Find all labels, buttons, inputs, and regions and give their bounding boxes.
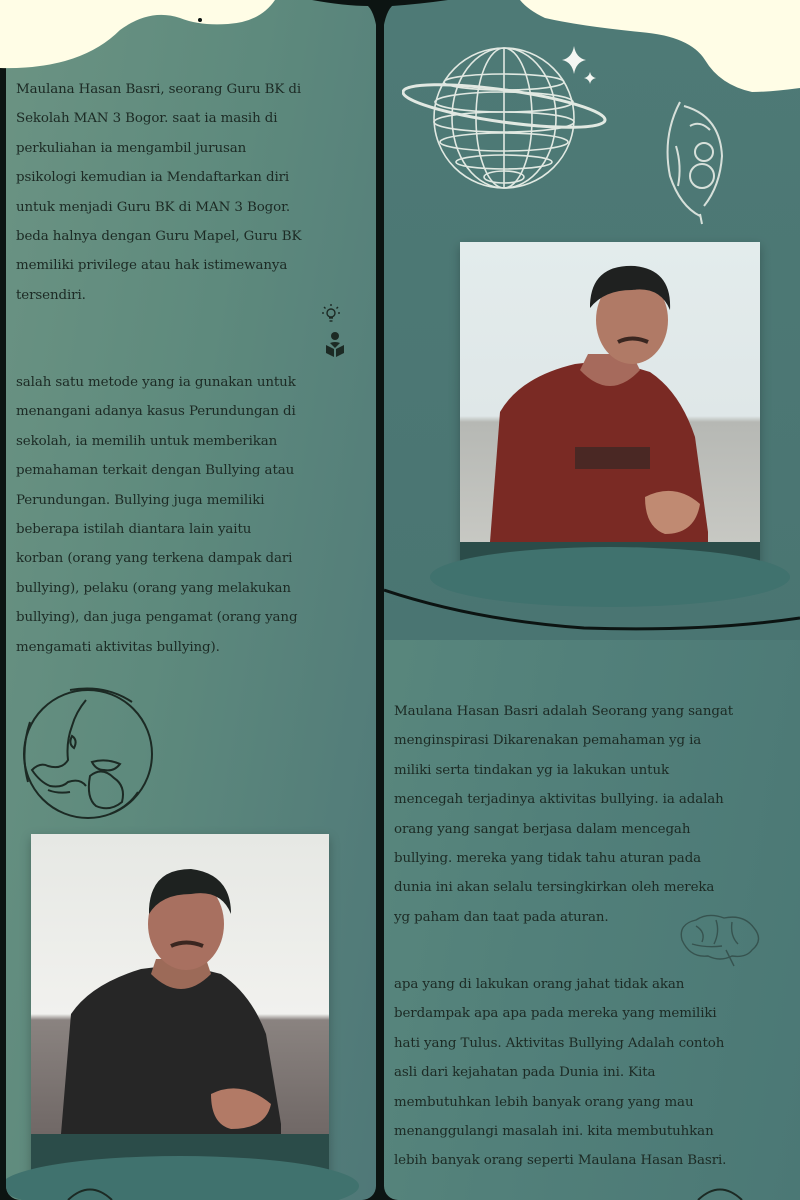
closing-paragraph: [394, 970, 726, 1176]
text-line: dunia ini akan selalu tersingkirkan oleh mereka: [394, 880, 715, 896]
sparkle-icon: [556, 44, 600, 88]
text-line: mengamati aktivitas bullying).: [16, 639, 220, 655]
text-line: apa yang di lakukan orang jahat tidak akan: [394, 977, 685, 992]
text-line: Sekolah MAN 3 Bogor. saat ia masih di: [16, 111, 278, 127]
text-line: berdampak apa apa pada mereka yang memiliki: [394, 1006, 717, 1022]
text-line: orang yang sangat berjasa dalam mencegah: [394, 821, 691, 837]
photo-frame-base: [460, 542, 760, 567]
portrait-black-shirt-image: [31, 834, 329, 1134]
text-line: hati yang Tulus. Aktivitas Bullying Adalah contoh: [394, 1035, 725, 1051]
brain-icon: [672, 910, 764, 968]
method-paragraph: [16, 368, 297, 662]
inspiration-paragraph: [394, 697, 733, 932]
portrait-photo: [31, 834, 329, 1134]
ornament-icon: [660, 96, 740, 226]
text-line: Maulana Hasan Basri adalah Seorang yang sangat: [394, 704, 733, 719]
text-line: bullying), pelaku (orang yang melakukan: [16, 580, 291, 596]
text-line: beberapa istilah diantara lain yaitu: [16, 522, 252, 538]
text-line: korban (orang yang terkena dampak dari: [16, 551, 293, 567]
text-line: salah satu metode yang ia gunakan untuk: [16, 375, 296, 390]
photo-frame-base: [31, 1134, 329, 1176]
lightbulb-icon: [321, 302, 341, 326]
text-line: sekolah, ia memilih untuk memberikan: [16, 433, 278, 449]
text-line: psikologi kemudian ia Mendaftarkan diri: [16, 170, 290, 186]
text-line: yg paham dan taat pada aturan.: [394, 909, 609, 925]
globe-icon: [10, 682, 158, 822]
text-line: Perundungan. Bullying juga memiliki: [16, 492, 265, 508]
text-line: bullying), dan juga pengamat (orang yang: [16, 610, 298, 626]
text-line: bullying. mereka yang tidak tahu aturan pada: [394, 851, 702, 867]
text-line: beda halnya dengan Guru Mapel, Guru BK: [16, 229, 302, 245]
photo-frame: [31, 834, 329, 1176]
circle-ornament-icon: [60, 1185, 120, 1200]
photo-frame: [460, 242, 760, 567]
text-line: menginspirasi Dikarenakan pemahaman yg ia: [394, 733, 702, 749]
wave-divider: [384, 580, 800, 640]
text-line: memiliki privilege atau hak istimewanya: [16, 258, 288, 274]
text-line: lebih banyak orang seperti Maulana Hasan Basri.: [394, 1153, 727, 1169]
text-line: tersendiri.: [16, 287, 86, 303]
text-line: asli dari kejahatan pada Dunia ini. Kita: [394, 1065, 656, 1081]
text-line: perkuliahan ia mengambil jurusan: [16, 140, 247, 156]
text-line: pemahaman terkait dengan Bullying atau: [16, 463, 295, 479]
text-line: untuk menjadi Guru BK di MAN 3 Bogor.: [16, 199, 291, 215]
portrait-red-shirt-image: [460, 242, 760, 542]
text-line: menangani adanya kasus Perundungan di: [16, 404, 296, 420]
text-line: membutuhkan lebih banyak orang yang mau: [394, 1094, 694, 1110]
text-line: menanggulangi masalah ini. kita membutuhkan: [394, 1124, 714, 1140]
text-line: Maulana Hasan Basri, seorang Guru BK di: [16, 82, 302, 97]
text-line: mencegah terjadinya aktivitas bullying. ia adalah: [394, 792, 724, 808]
left-panel: [6, 0, 376, 1200]
portrait-photo: [460, 242, 760, 542]
text-line: miliki serta tindakan yg ia lakukan untuk: [394, 762, 670, 778]
intro-paragraph: [16, 75, 301, 310]
circle-ornament-icon: [690, 1185, 750, 1200]
reader-icon: [324, 331, 346, 359]
